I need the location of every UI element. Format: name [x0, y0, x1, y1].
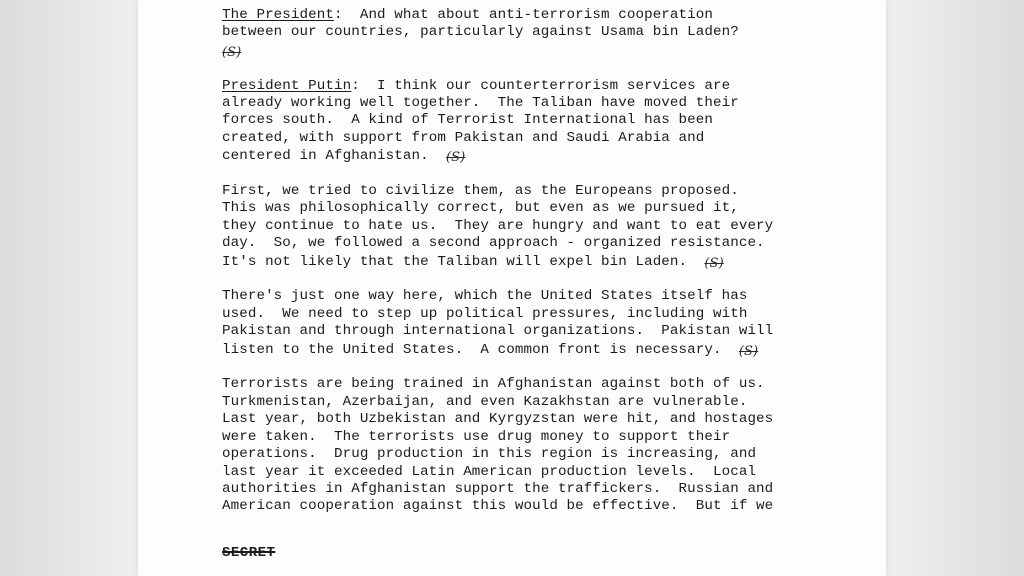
paragraph-5	[222, 376, 872, 515]
paragraph-4-text: There's just one way here, which the United States itself has used. We need to step up political pressures, including with Pakistan and through international organizations. Pakistan will listen to the United States. A common front is necessary.	[222, 288, 774, 358]
classification-mark: (S)	[738, 343, 759, 359]
paragraph-3-text: First, we tried to civilize them, as the Europeans proposed. This was philosophically correct, but even as we pursued it, they continue to hate us. They are hungry and want to eat every day. So, we followed a second approach - organized resistance. It's not likely that the Taliban will expel bin Laden.	[222, 183, 774, 270]
classification-mark: (S)	[445, 150, 466, 166]
paragraph-4	[222, 288, 872, 359]
classification-mark: (S)	[222, 44, 242, 60]
speaker-the-president: The President	[222, 7, 334, 23]
paragraph-2-text: : I think our counterterrorism services are already working well together. The Taliban have moved their forces south. A kind of Terrorist International has been created, with support from Pakistan and Saudi Arabia and centered in Afghanistan.	[222, 77, 739, 165]
paragraph-1-text: : And what about anti-terrorism cooperation between our countries, particularly against Usama bin Laden?	[222, 7, 739, 41]
paragraph-1	[222, 7, 872, 60]
classification-mark: (S)	[704, 255, 724, 271]
paragraph-2	[222, 78, 872, 166]
transcript-body	[222, 7, 872, 533]
document-page	[138, 0, 886, 576]
classification-footer: SECRET	[222, 545, 276, 561]
speaker-president-putin: President Putin	[222, 77, 352, 94]
paragraph-5-text: Terrorists are being trained in Afghanistan against both of us. Turkmenistan, Azerbaijan, and even Kazakhstan are vulnerable. Last year, both Uzbekistan and Kyrgyzstan were hit, and hostages were taken. The terrorists use drug money to support their operations. Drug production in this region is increasing, and last year it exceeded Latin American production levels. Local authorities in Afghanistan support the traffickers. Russian and American cooperation against this would be effective. But if we	[222, 376, 774, 515]
paragraph-3	[222, 183, 872, 271]
